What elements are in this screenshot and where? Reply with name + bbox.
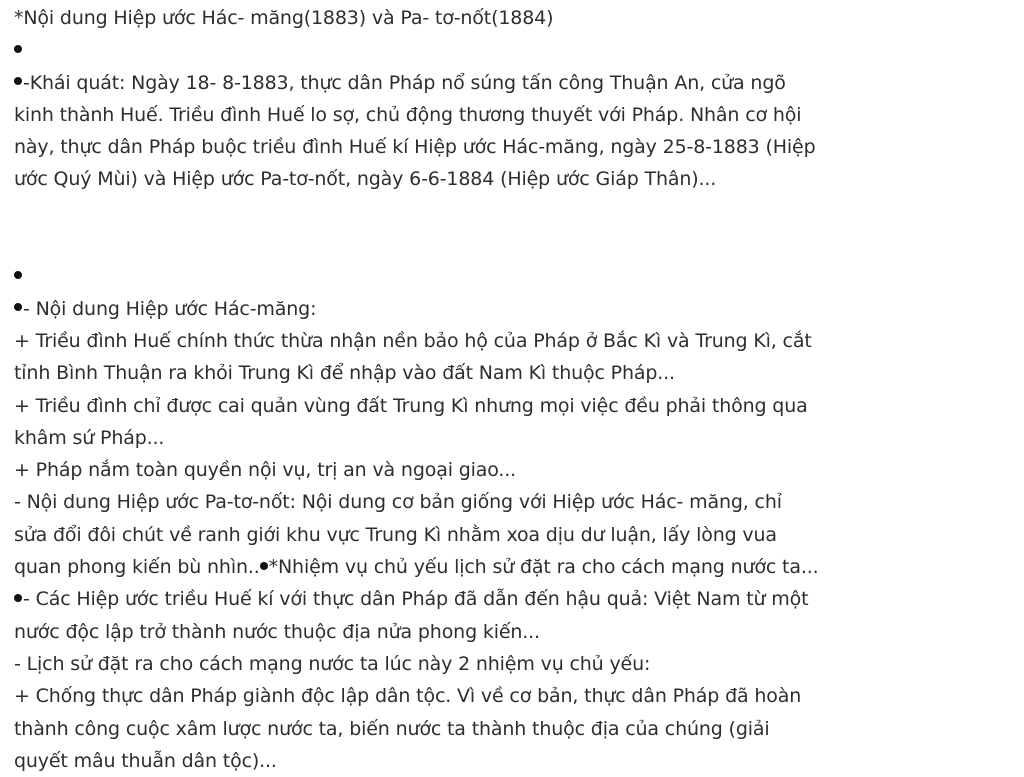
paragraph-line: tỉnh Bình Thuận ra khỏi Trung Kì để nhập vào đất Nam Kì thuộc Pháp... — [14, 362, 675, 385]
paragraph-text: quan phong kiến bù nhìn.. — [14, 556, 260, 579]
bullet-line — [14, 260, 894, 292]
paragraph-line: kinh thành Huế. Triều đình Huế lo sợ, chủ động thương thuyết với Pháp. Nhân cơ hội — [14, 103, 802, 126]
paragraph-line: sửa đổi đôi chút về ranh giới khu vực Trung Kì nhằm xoa dịu dư luận, lấy lòng vua — [14, 523, 777, 546]
document-title: *Nội dung Hiệp ước Hác- măng(1883) và Pa- tơ-nốt(1884) — [14, 7, 554, 29]
paragraph-line: - Lịch sử đặt ra cho cách mạng nước ta lúc này 2 nhiệm vụ chủ yếu: — [14, 652, 651, 675]
paragraph-text: *Nhiệm vụ chủ yếu lịch sử đặt ra cho cách mạng nước ta... — [268, 556, 819, 579]
paragraph-line: + Chống thực dân Pháp giành độc lập dân tộc. Vì về cơ bản, thực dân Pháp đã hoàn — [14, 685, 802, 708]
bullet-icon — [14, 303, 22, 311]
paragraph-line — [14, 551, 894, 583]
paragraph-line — [14, 583, 894, 615]
paragraph-line: nước độc lập trở thành nước thuộc địa nửa phong kiến... — [14, 620, 540, 643]
heading-text: - Nội dung Hiệp ước Hác-măng: — [23, 297, 317, 320]
paragraph-line — [14, 67, 894, 99]
paragraph-line: - Nội dung Hiệp ước Pa-tơ-nốt: Nội dung cơ bản giống với Hiệp ước Hác- măng, chỉ — [14, 491, 782, 514]
bullet-icon — [14, 77, 22, 85]
paragraph-line: thành công cuộc xâm lược nước ta, biến nước ta thành thuộc địa của chúng (giải — [14, 717, 770, 740]
bullet-icon — [14, 271, 22, 279]
blank-line — [14, 228, 894, 260]
document-body — [14, 2, 894, 777]
bullet-icon — [260, 562, 268, 570]
paragraph-line: + Triều đình Huế chính thức thừa nhận nền bảo hộ của Pháp ở Bắc Kì và Trung Kì, cắt — [14, 329, 812, 352]
paragraph-line: này, thực dân Pháp buộc triều đình Huế kí Hiệp ước Hác-măng, ngày 25-8-1883 (Hiệp — [14, 136, 816, 159]
paragraph-line: quyết mâu thuẫn dân tộc)... — [14, 749, 277, 772]
paragraph-line: khâm sứ Pháp... — [14, 426, 165, 449]
paragraph-line: ước Quý Mùi) và Hiệp ước Pa-tơ-nốt, ngày 6-6-1884 (Hiệp ước Giáp Thân)... — [14, 168, 717, 191]
paragraph-line: + Triều đình chỉ được cai quản vùng đất Trung Kì nhưng mọi việc đều phải thông qua — [14, 394, 808, 417]
paragraph-text: -Khái quát: Ngày 18- 8-1883, thực dân Pháp nổ súng tấn công Thuận An, cửa ngõ — [23, 71, 786, 94]
paragraph-line: + Pháp nắm toàn quyền nội vụ, trị an và ngoại giao... — [14, 459, 517, 482]
paragraph-text: - Các Hiệp ước triều Huế kí với thực dân Pháp đã dẫn đến hậu quả: Việt Nam từ một — [23, 588, 809, 611]
bullet-icon — [14, 45, 22, 53]
blank-line — [14, 196, 894, 228]
bullet-line — [14, 34, 894, 66]
section-heading — [14, 293, 894, 325]
bullet-icon — [14, 594, 22, 602]
